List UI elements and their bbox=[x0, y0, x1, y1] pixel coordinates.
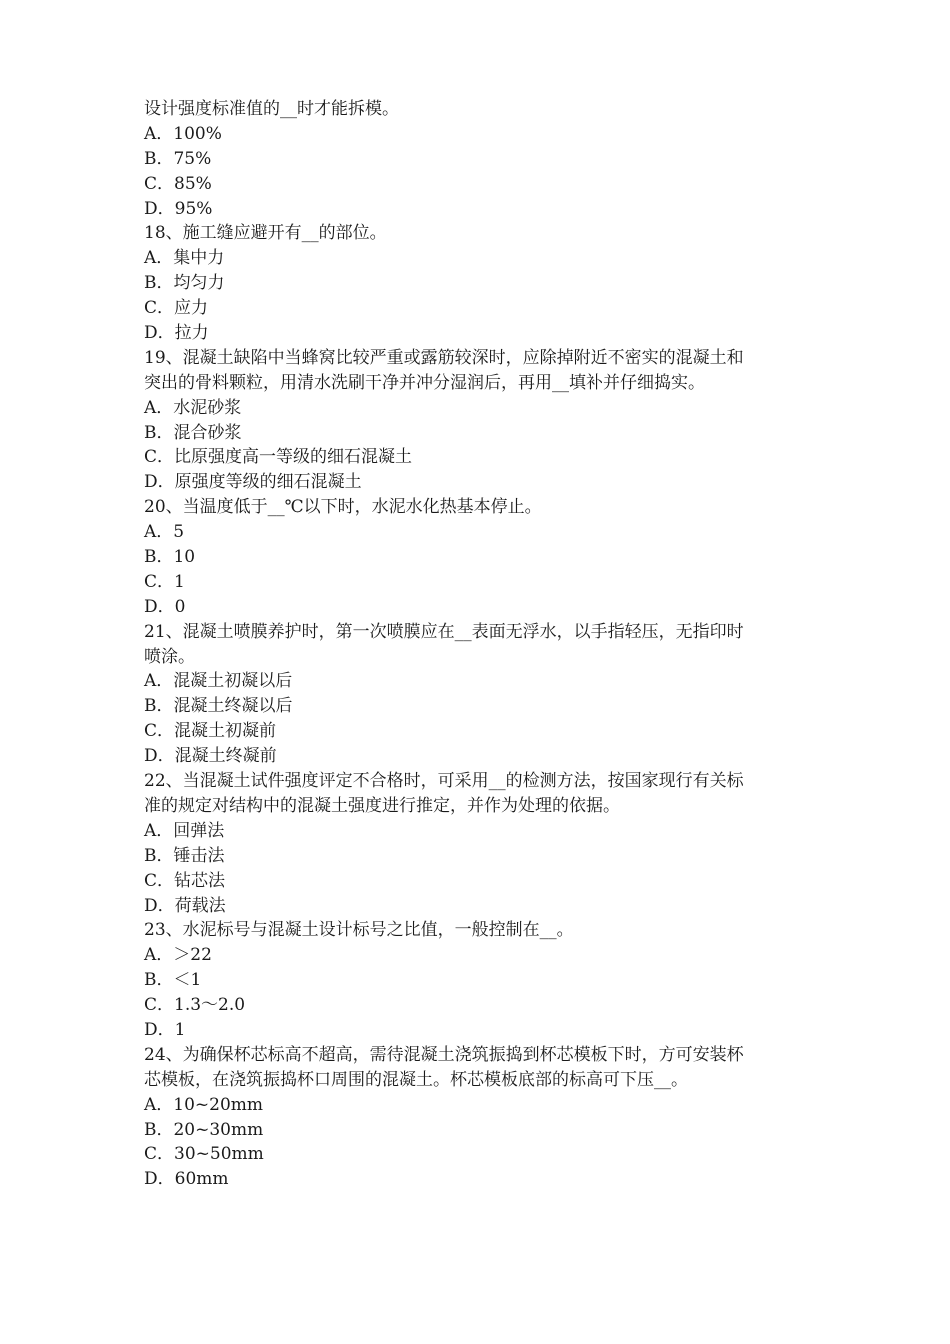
option-a: A．5 bbox=[144, 522, 185, 543]
question-19 bbox=[144, 346, 824, 495]
question-text-cont: 喷涂。 bbox=[144, 646, 195, 667]
document-page bbox=[144, 97, 824, 1192]
option-c: C．30~50mm bbox=[144, 1144, 264, 1165]
option-a: A．混凝土初凝以后 bbox=[144, 671, 293, 692]
question-continuation bbox=[144, 97, 824, 221]
option-a: A．集中力 bbox=[144, 248, 225, 269]
question-text: 19、混凝土缺陷中当蜂窝比较严重或露筋较深时，应除掉附近不密实的混凝土和 bbox=[144, 347, 744, 368]
option-b: B．10 bbox=[144, 547, 196, 568]
option-a: A．回弹法 bbox=[144, 820, 225, 841]
option-a: A．＞22 bbox=[144, 945, 212, 966]
option-b: B．＜1 bbox=[144, 970, 202, 991]
option-b: B．均匀力 bbox=[144, 273, 225, 294]
option-c: C．1 bbox=[144, 571, 185, 592]
question-text: 21、混凝土喷膜养护时，第一次喷膜应在__表面无浮水，以手指轻压，无指印时 bbox=[144, 621, 744, 642]
question-23 bbox=[144, 918, 824, 1042]
option-d: D．混凝土终凝前 bbox=[144, 746, 277, 767]
option-c: C．钻芯法 bbox=[144, 870, 226, 891]
question-text-cont: 芯模板，在浇筑振捣杯口周围的混凝土。杯芯模板底部的标高可下压__。 bbox=[144, 1069, 688, 1090]
question-text: 24、为确保杯芯标高不超高，需待混凝土浇筑振捣到杯芯模板下时，方可安装杯 bbox=[144, 1044, 744, 1065]
option-d: D．0 bbox=[144, 596, 186, 617]
question-text: 23、水泥标号与混凝土设计标号之比值，一般控制在__。 bbox=[144, 920, 574, 941]
question-text: 18、施工缝应避开有__的部位。 bbox=[144, 223, 387, 244]
option-a: A．100% bbox=[144, 123, 222, 144]
question-20 bbox=[144, 495, 824, 619]
option-d: D．95% bbox=[144, 198, 213, 219]
option-d: D．拉力 bbox=[144, 323, 209, 344]
option-b: B．锤击法 bbox=[144, 845, 225, 866]
option-c: C．比原强度高一等级的细石混凝土 bbox=[144, 447, 413, 468]
option-d: D．1 bbox=[144, 1019, 186, 1040]
option-b: B．20~30mm bbox=[144, 1119, 264, 1140]
question-21 bbox=[144, 620, 824, 769]
option-c: C．混凝土初凝前 bbox=[144, 721, 277, 742]
question-text: 20、当温度低于__℃以下时，水泥水化热基本停止。 bbox=[144, 497, 542, 518]
question-text: 22、当混凝土试件强度评定不合格时，可采用__的检测方法，按国家现行有关标 bbox=[144, 771, 744, 792]
option-c: C．1.3～2.0 bbox=[144, 995, 246, 1016]
option-a: A．10~20mm bbox=[144, 1094, 264, 1115]
option-a: A．水泥砂浆 bbox=[144, 397, 242, 418]
option-b: B．混凝土终凝以后 bbox=[144, 696, 293, 717]
option-d: D．原强度等级的细石混凝土 bbox=[144, 472, 362, 493]
question-18 bbox=[144, 221, 824, 345]
question-text-cont: 突出的骨料颗粒，用清水洗刷干净并冲分湿润后，再用__填补并仔细捣实。 bbox=[144, 372, 705, 393]
option-b: B．75% bbox=[144, 148, 212, 169]
question-text-cont: 准的规定对结构中的混凝土强度进行推定，并作为处理的依据。 bbox=[144, 795, 620, 816]
option-b: B．混合砂浆 bbox=[144, 422, 242, 443]
option-c: C．85% bbox=[144, 173, 212, 194]
question-24 bbox=[144, 1043, 824, 1192]
question-text: 设计强度标准值的__时才能拆模。 bbox=[144, 99, 399, 119]
question-22 bbox=[144, 769, 824, 918]
option-c: C．应力 bbox=[144, 298, 209, 319]
option-d: D．60mm bbox=[144, 1169, 229, 1190]
option-d: D．荷载法 bbox=[144, 895, 226, 916]
